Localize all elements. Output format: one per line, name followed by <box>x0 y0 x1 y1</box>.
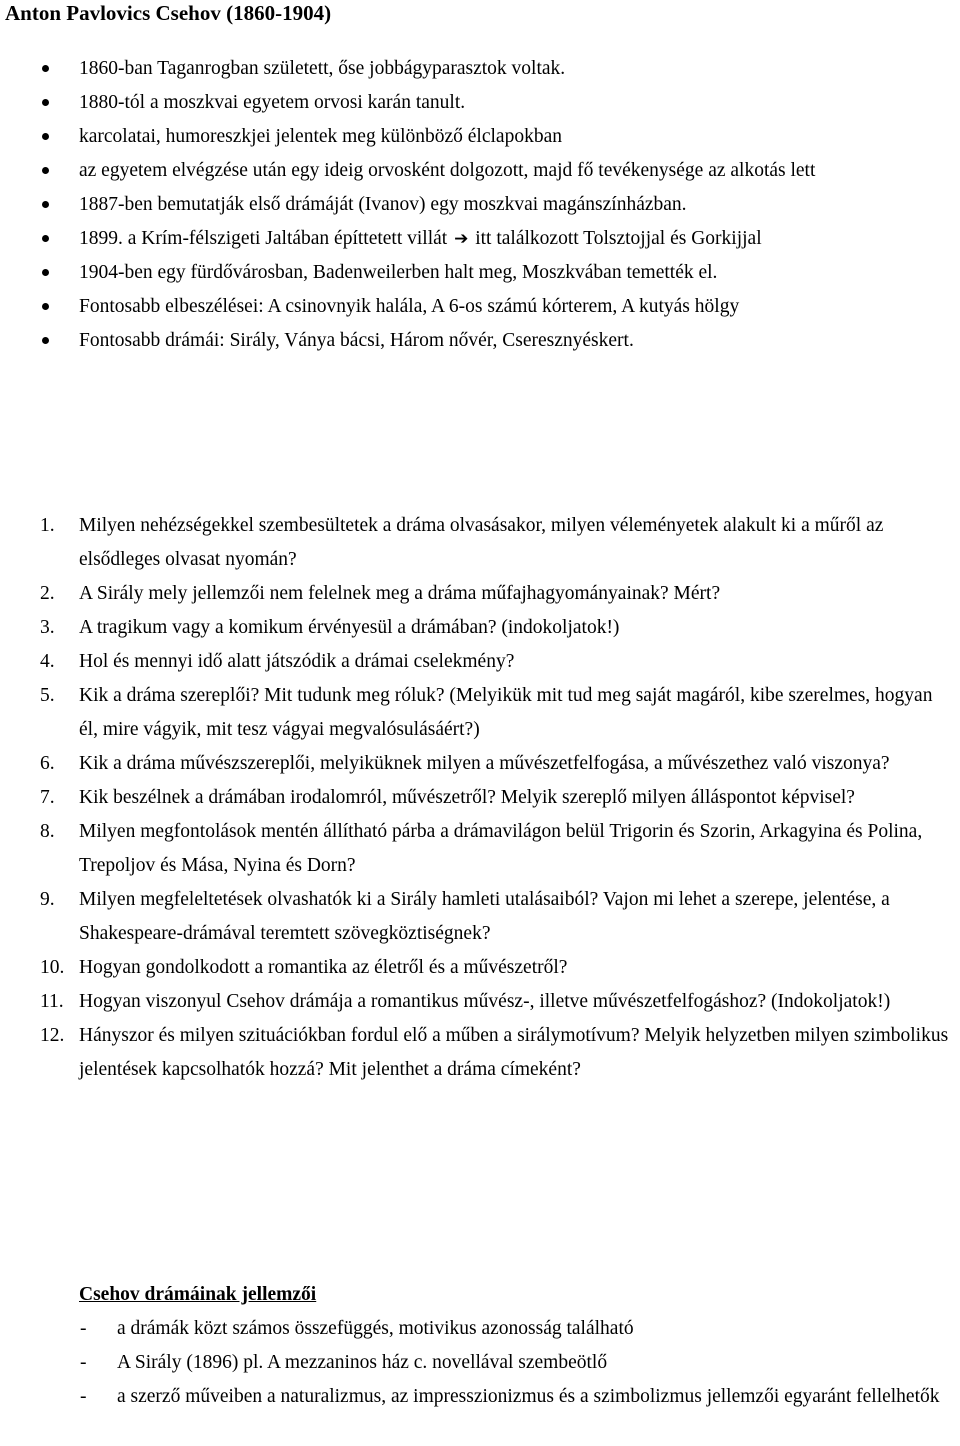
dash-marker: - <box>80 1386 87 1407</box>
question-item <box>0 883 960 951</box>
list-item-text: 1887-ben bemutatják első drámáját (Ivanov) egy moszkvai magánszínházban. <box>79 194 687 215</box>
list-item <box>0 324 960 358</box>
list-item <box>0 120 960 154</box>
list-item-text: Fontosabb drámái: Sirály, Ványa bácsi, Három nővér, Cseresznyéskert. <box>79 330 634 351</box>
list-item <box>0 52 960 86</box>
question-number: 7. <box>40 787 55 808</box>
question-item <box>0 747 960 781</box>
list-item-text: 1860-ban Taganrogban született, őse jobbágyparasztok voltak. <box>79 58 566 79</box>
question-number: 9. <box>40 889 55 910</box>
question-number: 6. <box>40 753 55 774</box>
question-text: Hol és mennyi idő alatt játszódik a drámai cselekmény? <box>79 651 515 672</box>
question-item <box>0 985 960 1019</box>
question-item <box>0 645 960 679</box>
question-number: 2. <box>40 583 55 604</box>
question-text: A Sirály mely jellemzői nem felelnek meg a dráma műfajhagyományainak? Mért? <box>79 583 721 604</box>
bullet-icon <box>42 65 49 72</box>
list-item-text: itt találkozott Tolsztojjal és Gorkijjal <box>475 228 762 249</box>
bullet-icon <box>42 337 49 344</box>
list-item <box>0 154 960 188</box>
list-item <box>0 1380 960 1414</box>
question-text: Milyen megfeleltetések olvashatók ki a Sirály hamleti utalásaiból? Vajon mi lehet a szerepe, jelentése, a Shakespeare-drámával teremtett szövegköztiségnek? <box>79 889 890 944</box>
question-item <box>0 611 960 645</box>
question-item <box>0 679 960 747</box>
questions-list <box>0 509 960 1087</box>
list-item <box>0 1312 960 1346</box>
list-item-text: A Sirály (1896) pl. A mezzaninos ház c. novellával szembeötlő <box>117 1352 608 1373</box>
question-text: Hányszor és milyen szituációkban fordul elő a műben a sirálymotívum? Melyik helyzetben milyen szimbolikus jelentések kapcsolhatók hozzá? Mit jelenthet a dráma címeként? <box>79 1025 949 1080</box>
question-item <box>0 509 960 577</box>
bullet-icon <box>42 235 49 242</box>
biography-list <box>0 52 960 358</box>
right-arrow-icon: ➔ <box>454 229 469 249</box>
list-item-text: 1899. a Krím-félszigeti Jaltában építtetett villát <box>79 228 448 249</box>
question-number: 1. <box>40 515 55 536</box>
list-item-text: karcolatai, humoreszkjei jelentek meg különböző élclapokban <box>79 126 562 147</box>
list-item <box>0 222 960 256</box>
list-item-text: Fontosabb elbeszélései: A csinovnyik halála, A 6-os számú kórterem, A kutyás hölgy <box>79 296 740 317</box>
dash-marker: - <box>80 1318 87 1339</box>
question-item <box>0 577 960 611</box>
list-item <box>0 86 960 120</box>
bullet-icon <box>42 167 49 174</box>
bullet-icon <box>42 269 49 276</box>
question-text: Hogyan gondolkodott a romantika az életről és a művészetről? <box>79 957 568 978</box>
question-text: Milyen megfontolások mentén állítható párba a drámavilágon belül Trigorin és Szorin, Arkagyina és Polina, Trepoljov és Mása, Nyina és Dorn? <box>79 821 923 876</box>
list-item-text: 1904-ben egy fürdővárosban, Badenweilerben halt meg, Moszkvában temették el. <box>79 262 718 283</box>
question-number: 12. <box>40 1025 65 1046</box>
question-number: 5. <box>40 685 55 706</box>
question-text: A tragikum vagy a komikum érvényesül a drámában? (indokoljatok!) <box>79 617 620 638</box>
question-number: 4. <box>40 651 55 672</box>
list-item-text: az egyetem elvégzése után egy ideig orvosként dolgozott, majd fő tevékenysége az alkotás lett <box>79 160 816 181</box>
list-item <box>0 256 960 290</box>
dash-marker: - <box>80 1352 87 1373</box>
question-item <box>0 815 960 883</box>
question-number: 10. <box>40 957 65 978</box>
bullet-icon <box>42 201 49 208</box>
question-text: Hogyan viszonyul Csehov drámája a romantikus művész-, illetve művészetfelfogáshoz? (Indokoljatok!) <box>79 991 891 1012</box>
question-number: 11. <box>40 991 64 1012</box>
list-item <box>0 1346 960 1380</box>
question-text: Milyen nehézségekkel szembesültetek a dráma olvasásakor, milyen véleményetek alakult ki a műről az elsődleges olvasat nyomán? <box>79 515 884 570</box>
question-item <box>0 951 960 985</box>
question-item <box>0 1019 960 1087</box>
bullet-icon <box>42 133 49 140</box>
question-number: 3. <box>40 617 55 638</box>
question-text: Kik a dráma szereplői? Mit tudunk meg róluk? (Melyikük mit tud meg saját magáról, kibe szerelmes, hogyan él, mire vágyik, mit tesz vágyai megvalósulásáért?) <box>79 685 933 740</box>
section-heading: Csehov drámáinak jellemzői <box>79 1284 317 1305</box>
list-item-text: a drámák közt számos összefüggés, motivikus azonosság található <box>117 1318 634 1339</box>
bullet-icon <box>42 99 49 106</box>
question-text: Kik a dráma művészszereplői, melyiküknek milyen a művészetfelfogása, a művészethez való viszonya? <box>79 753 890 774</box>
characteristics-list <box>0 1312 960 1414</box>
bullet-icon <box>42 303 49 310</box>
list-item-text: a szerző műveiben a naturalizmus, az impresszionizmus és a szimbolizmus jellemzői egyaránt fellelhetők <box>117 1386 940 1407</box>
question-number: 8. <box>40 821 55 842</box>
question-item <box>0 781 960 815</box>
page-title: Anton Pavlovics Csehov (1860-1904) <box>5 1 332 25</box>
list-item-text: 1880-tól a moszkvai egyetem orvosi karán tanult. <box>79 92 466 113</box>
list-item <box>0 188 960 222</box>
question-text: Kik beszélnek a drámában irodalomról, művészetről? Melyik szereplő milyen álláspontot képvisel? <box>79 787 855 808</box>
list-item <box>0 290 960 324</box>
